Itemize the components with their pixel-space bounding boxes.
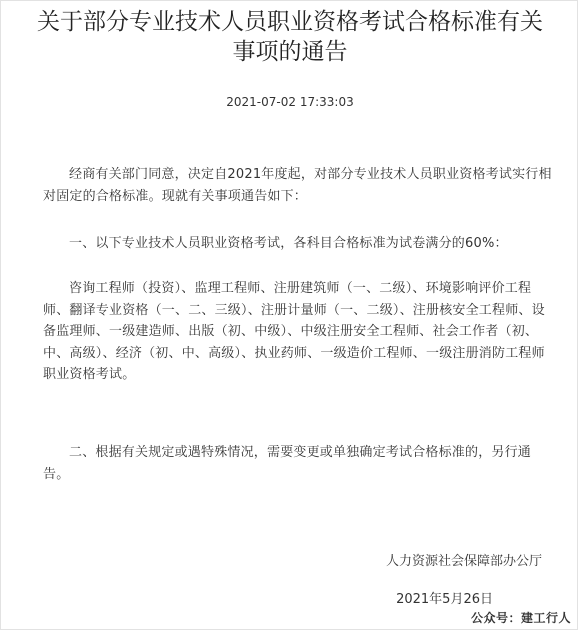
article-title-line-2: 事项的通告 [232, 39, 348, 65]
paragraph-item-2: 二、根据有关规定或遇特殊情况，需要变更或单独确定考试合格标准的，另行通告。 [43, 445, 532, 482]
signature-date: 2021年5月26日 [396, 592, 493, 607]
signature-organization: 人力资源社会保障部办公厅 [385, 554, 542, 569]
publish-timestamp: 2021-07-02 17:33:03 [226, 95, 354, 109]
article-title-line-1: 关于部分专业技术人员职业资格考试合格标准有关 [37, 9, 543, 35]
paragraph-intro: 经商有关部门同意，决定自2021年度起，对部分专业技术人员职业资格考试实行相对固定的合格标准。现就有关事项通告如下： [43, 167, 552, 204]
paragraph-exam-list: 咨询工程师（投资）、监理工程师、注册建筑师（一、二级）、环境影响评价工程师、翻译专业资格（一、二、三级）、注册计量师（一、二级）、注册核安全工程师、设备监理师、一级建造师、出版（初、中级）、中级注册安全工程师、社会工作者（初、中、高级）、经济（初、中、高级）、执业药师、一级造价工程师、一级注册消防工程师职业资格考试。 [43, 281, 545, 382]
article-title [9, 7, 571, 67]
paragraph-item-1: 一、以下专业技术人员职业资格考试，各科目合格标准为试卷满分的60%： [69, 236, 508, 251]
wechat-watermark: 公众号：建工行人 [470, 611, 571, 625]
